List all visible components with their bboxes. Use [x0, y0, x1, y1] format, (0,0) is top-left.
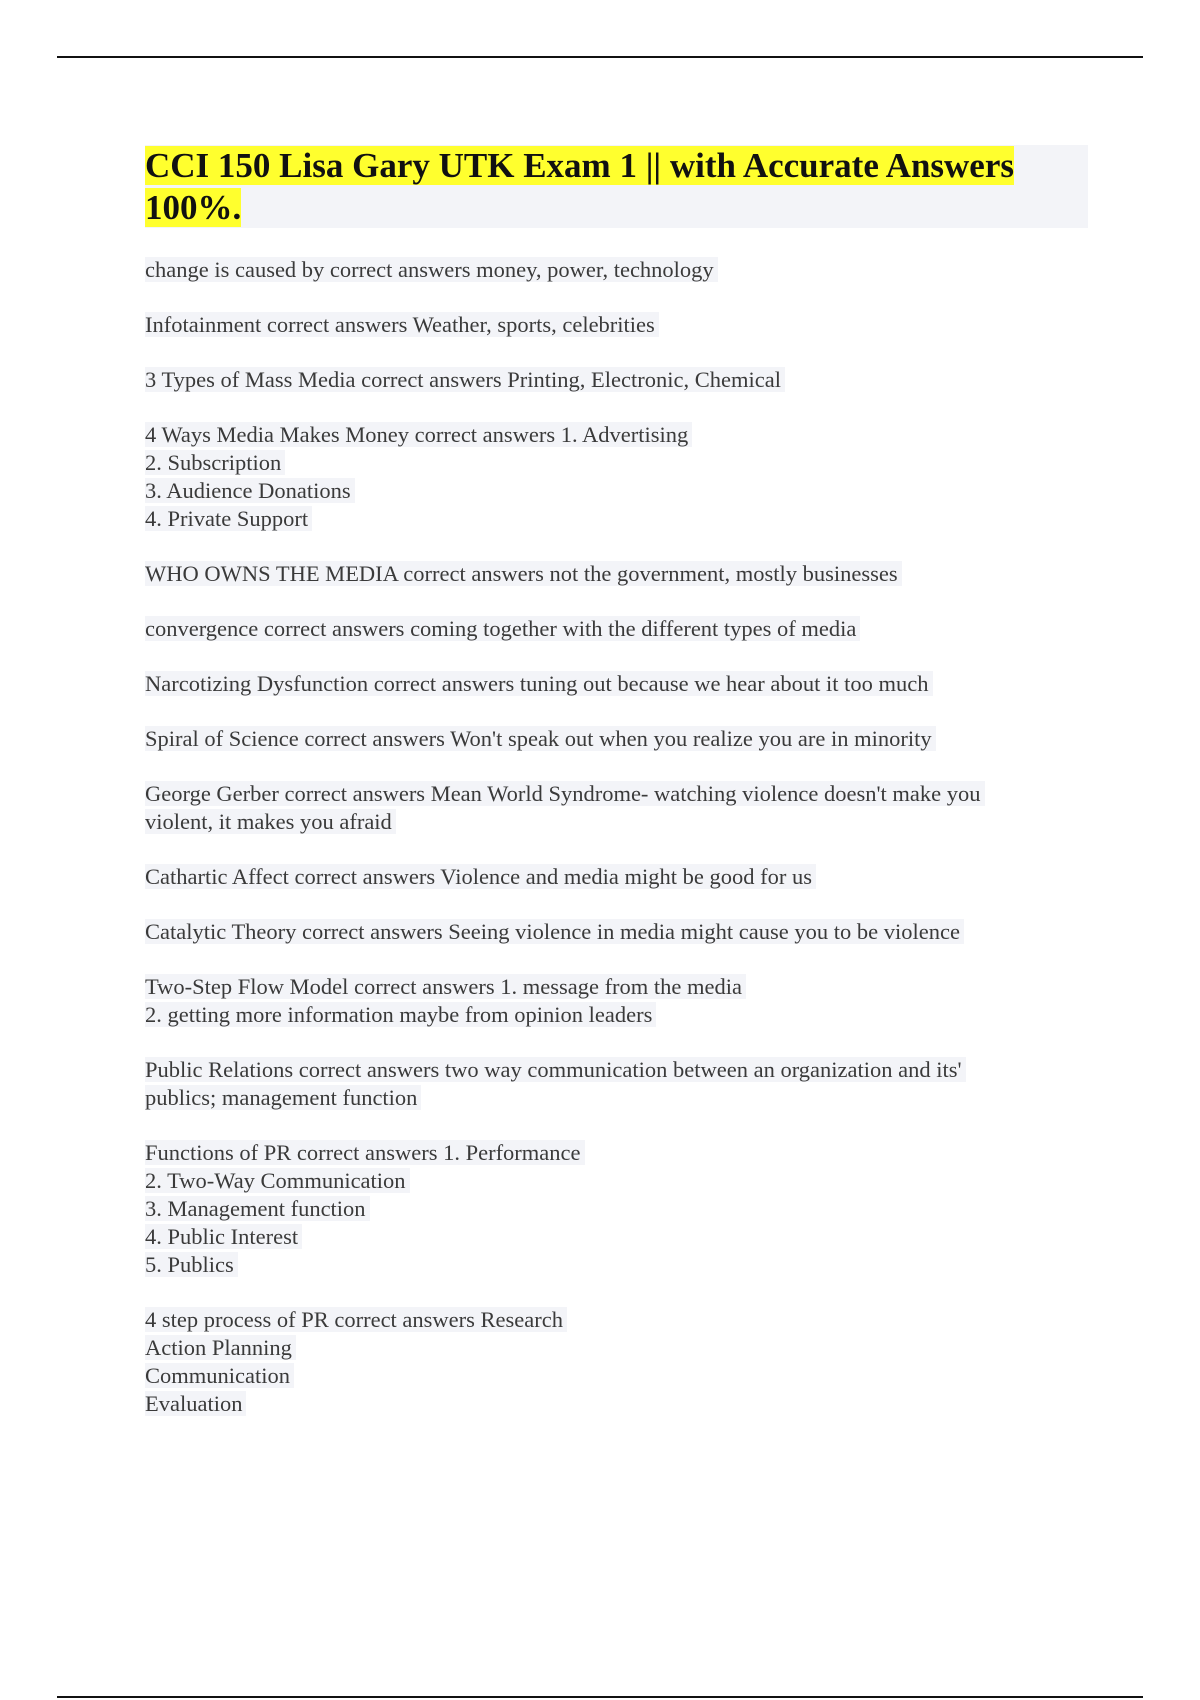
qa-line: [145, 1167, 1075, 1195]
qa-line-text: Functions of PR correct answers 1. Performance: [145, 1140, 585, 1165]
qa-entry: [145, 725, 1075, 753]
qa-line-text: Evaluation: [145, 1391, 246, 1416]
qa-line: [145, 505, 1075, 533]
qa-entry: [145, 863, 1075, 891]
qa-line: [145, 1362, 1075, 1390]
qa-line-text: Action Planning: [145, 1335, 296, 1360]
qa-line-text: 3 Types of Mass Media correct answers Printing, Electronic, Chemical: [145, 367, 785, 392]
qa-entry: [145, 615, 1075, 643]
qa-line-text: 5. Publics: [145, 1252, 238, 1277]
qa-entry: [145, 311, 1075, 339]
page-title: [145, 145, 1088, 229]
qa-line-text: Catalytic Theory correct answers Seeing violence in media might cause you to be violence: [145, 919, 964, 944]
qa-line-text: Narcotizing Dysfunction correct answers tuning out because we hear about it too much: [145, 671, 933, 696]
qa-entry: [145, 560, 1075, 588]
qa-line-text: 4. Public Interest: [145, 1224, 302, 1249]
qa-line-text: change is caused by correct answers money, power, technology: [145, 257, 718, 282]
footer-rule: [57, 1696, 1143, 1698]
qa-line-text: Communication: [145, 1363, 294, 1388]
qa-line-text: 2. getting more information maybe from opinion leaders: [145, 1002, 656, 1027]
qa-line: [145, 863, 1075, 891]
qa-entry: [145, 256, 1075, 284]
qa-line-text: 3. Management function: [145, 1196, 370, 1221]
qa-line-text: 2. Subscription: [145, 450, 285, 475]
qa-line: [145, 808, 1075, 836]
qa-line: [145, 1139, 1075, 1167]
qa-line: [145, 449, 1075, 477]
qa-line-text: 4 Ways Media Makes Money correct answers 1. Advertising: [145, 422, 692, 447]
qa-entry: [145, 366, 1075, 394]
qa-line: [145, 421, 1075, 449]
qa-line: [145, 1390, 1075, 1418]
qa-entry: [145, 973, 1075, 1029]
qa-line: [145, 477, 1075, 505]
qa-line: [145, 1001, 1075, 1029]
qa-line: [145, 256, 1075, 284]
qa-line: [145, 1334, 1075, 1362]
qa-entry: [145, 1056, 1075, 1112]
qa-line-text: publics; management function: [145, 1085, 421, 1110]
qa-line: [145, 560, 1075, 588]
qa-line: [145, 615, 1075, 643]
qa-line-text: Public Relations correct answers two way communication between an organization and its': [145, 1057, 966, 1082]
qa-line-text: Infotainment correct answers Weather, sports, celebrities: [145, 312, 659, 337]
qa-entry: [145, 918, 1075, 946]
qa-line: [145, 1056, 1075, 1084]
qa-line-text: Two-Step Flow Model correct answers 1. message from the media: [145, 974, 746, 999]
qa-entry: [145, 780, 1075, 836]
qa-line: [145, 1084, 1075, 1112]
qa-line: [145, 918, 1075, 946]
qa-entry: [145, 670, 1075, 698]
qa-line: [145, 973, 1075, 1001]
qa-line: [145, 780, 1075, 808]
qa-line: [145, 1195, 1075, 1223]
qa-line-text: Cathartic Affect correct answers Violence and media might be good for us: [145, 864, 816, 889]
qa-list: [145, 256, 1075, 1445]
qa-line: [145, 366, 1075, 394]
title-highlight: CCI 150 Lisa Gary UTK Exam 1 || with Accurate Answers 100%.: [145, 146, 1015, 227]
qa-line-text: 4 step process of PR correct answers Research: [145, 1307, 567, 1332]
qa-line-text: convergence correct answers coming together with the different types of media: [145, 616, 860, 641]
qa-entry: [145, 1306, 1075, 1418]
qa-line: [145, 1251, 1075, 1279]
qa-line-text: Spiral of Science correct answers Won't speak out when you realize you are in minority: [145, 726, 936, 751]
title-block: [145, 145, 1088, 228]
qa-line: [145, 311, 1075, 339]
qa-line-text: 4. Private Support: [145, 506, 312, 531]
qa-line: [145, 725, 1075, 753]
qa-entry: [145, 421, 1075, 533]
qa-line-text: 3. Audience Donations: [145, 478, 355, 503]
qa-line-text: 2. Two-Way Communication: [145, 1168, 410, 1193]
header-rule: [57, 56, 1143, 58]
qa-line: [145, 1223, 1075, 1251]
qa-line: [145, 1306, 1075, 1334]
qa-line-text: WHO OWNS THE MEDIA correct answers not the government, mostly businesses: [145, 561, 902, 586]
qa-line-text: violent, it makes you afraid: [145, 809, 396, 834]
qa-entry: [145, 1139, 1075, 1279]
qa-line-text: George Gerber correct answers Mean World Syndrome- watching violence doesn't make you: [145, 781, 985, 806]
qa-line: [145, 670, 1075, 698]
